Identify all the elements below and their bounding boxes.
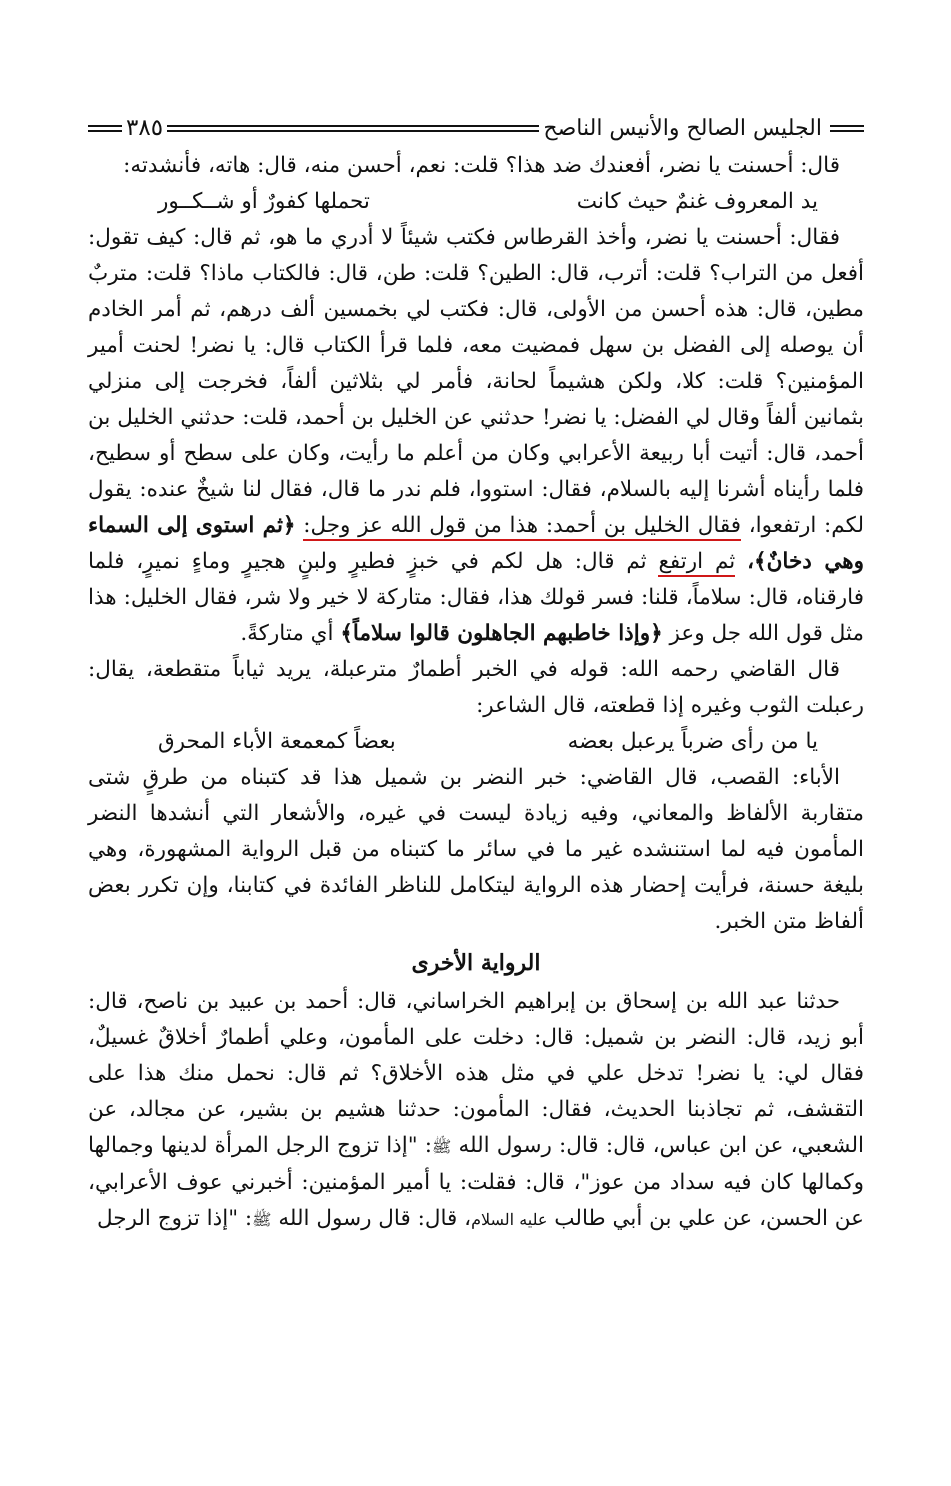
header-rule-right — [830, 125, 864, 132]
paragraph-5 — [88, 984, 864, 1238]
section-heading: الرواية الأخرى — [411, 950, 541, 976]
paragraph-5-part-c: ، قال: قال رسول الله — [278, 1206, 472, 1231]
paragraph-5-part-b: : "إذا تزوج الرجل المرأة لدينها وجمالها وكمالها كان فيه سداد من عوز"، قال: فقلت: يا أمير المؤمنين: أخبرني عوف الأعرابي، عن الحسن، عن علي بن أبي طالب — [88, 1133, 864, 1231]
paragraph-5-part-d: : "إذا تزوج الرجل — [96, 1206, 253, 1231]
quran-quote-2: ﴿وإذا خاطبهم الجاهلون قالوا سلاماً﴾ — [340, 621, 663, 646]
paragraph-1: قال: أحسنت يا نضر، أفعندك ضد هذا؟ قلت: نعم، أحسن منه، قال: هاته، فأنشدته: — [123, 153, 840, 178]
header-rule-middle — [167, 125, 539, 132]
verse-1-second-hemistich: تحملها كفورٌ أو شــكــور — [158, 189, 370, 214]
alayhi-salam-symbol: عليه السلام — [471, 1210, 548, 1229]
paragraph-5-part-a: حدثنا عبد الله بن إسحاق بن إبراهيم الخراساني، قال: أحمد بن عبيد بن ناصح، قال: أبو زيد، قال: النضر بن شميل: قال: دخلت على المأمون، وعلي أطمارٌ أخلاقٌ غسيلٌ، فقال لي: يا نضر! تدخل علي في مثل هذه الأخلاق؟ ثم قال: نحمل منك هذا على التقشف، ثم تجاذبنا الحديث، فقال: المأمون: حدثنا هشيم بن بشير، عن مجالد، عن الشعبي، عن ابن عباس، قال: قال: رسول الله — [88, 989, 865, 1158]
running-header — [88, 108, 864, 148]
paragraph-4: الأباء: القصب، قال القاضي: خبر النضر بن شميل هذا قد كتبناه من طرقٍ شتى متقاربة الألفاظ والمعاني، وفيه زيادة ليست في غيره، والأشعار التي أنشدها النضر المأمون فيه لما استنشده غير ما في سائر ما كتبناه من قبل الرواية المشهورة، وهي بليغة حسنة، فرأيت إحضار هذه الرواية ليتكامل للناظر الفائدة في كتابنا، وإن تكرر بعض ألفاظ متن الخبر. — [88, 765, 864, 934]
verse-2 — [88, 724, 864, 760]
underlined-phrase-1: فقال الخليل بن أحمد: هذا من قول الله عز وجل: — [303, 513, 741, 541]
paragraph-2-part-c: أي متاركةً. — [240, 621, 334, 646]
quran-quote-1: ﴿ثم استوى إلى السماء وهي دخانٌ﴾، — [88, 513, 864, 574]
book-page — [88, 108, 864, 1238]
page-number: ٣٨٥ — [126, 115, 164, 141]
salawat-symbol-2: ﷺ — [252, 1210, 272, 1229]
paragraph-2-part-b: ثم قال: هل لكم في خبزٍ فطيرٍ ولبنٍ هجيرٍ وماءٍ نميرٍ، فلما فارقناه، قال: سلاماً، قلنا: فسر قولك هذا، فقال: متاركة لا خير ولا شر، فقال الخليل: هذا مثل قول الله جل وعز — [88, 549, 864, 646]
paragraph-2 — [88, 220, 864, 652]
verse-2-first-hemistich: يا من رأى ضرباً يرعبل بعضه — [567, 729, 818, 754]
verse-1 — [88, 184, 864, 220]
underlined-phrase-2: ثم ارتفع — [658, 549, 735, 577]
book-title: الجليس الصالح والأنيس الناصح — [543, 115, 822, 141]
verse-1-first-hemistich: يد المعروف غنمٌ حيث كانت — [576, 189, 818, 214]
header-rule-left — [88, 125, 122, 132]
paragraph-3: قال القاضي رحمه الله: قوله في الخبر أطمارٌ مترعبلة، يريد ثياباً متقطعة، يقال: رعبلت الثوب وغيره إذا قطعته، قال الشاعر: — [88, 657, 864, 718]
verse-2-second-hemistich: بعضاً كمعمعة الأباء المحرق — [158, 729, 396, 754]
paragraph-2-part-a: فقال: أحسنت يا نضر، وأخذ القرطاس فكتب شيئاً لا أدري ما هو، ثم قال: كيف تقول: أفعل من التراب؟ قلت: أترب، قال: الطين؟ قلت: طن، قال: فالكتاب ماذا؟ قلت: متربٌ مطين، قال: هذه أحسن من الأولى، قال: فكتب لي بخمسين ألف درهم، ثم أمر الخادم أن يوصله إلى الفضل بن سهل فمضيت معه، فلما قرأ الكتاب قال: يا نضر! لحنت أمير المؤمنين؟ قلت: كلا، ولكن هشيماً لحانة، فأمر لي بثلاثين ألفاً، فخرجت إلى منزلي بثمانين ألفاً وقال لي الفضل: يا نضر! حدثني عن الخليل بن أحمد، قلت: حدثني الخليل بن أحمد، قال: أتيت أبا ربيعة الأعرابي وكان من أعلم ما رأيت، وكان على سطح أو سطيح، فلما رأيناه أشرنا إليه بالسلام، فقال: استووا، فلم ندر ما قال، فقال لنا شيخٌ عنده: يقول لكم: ارتفعوا، — [88, 225, 864, 538]
salawat-symbol-1: ﷺ — [431, 1137, 452, 1156]
